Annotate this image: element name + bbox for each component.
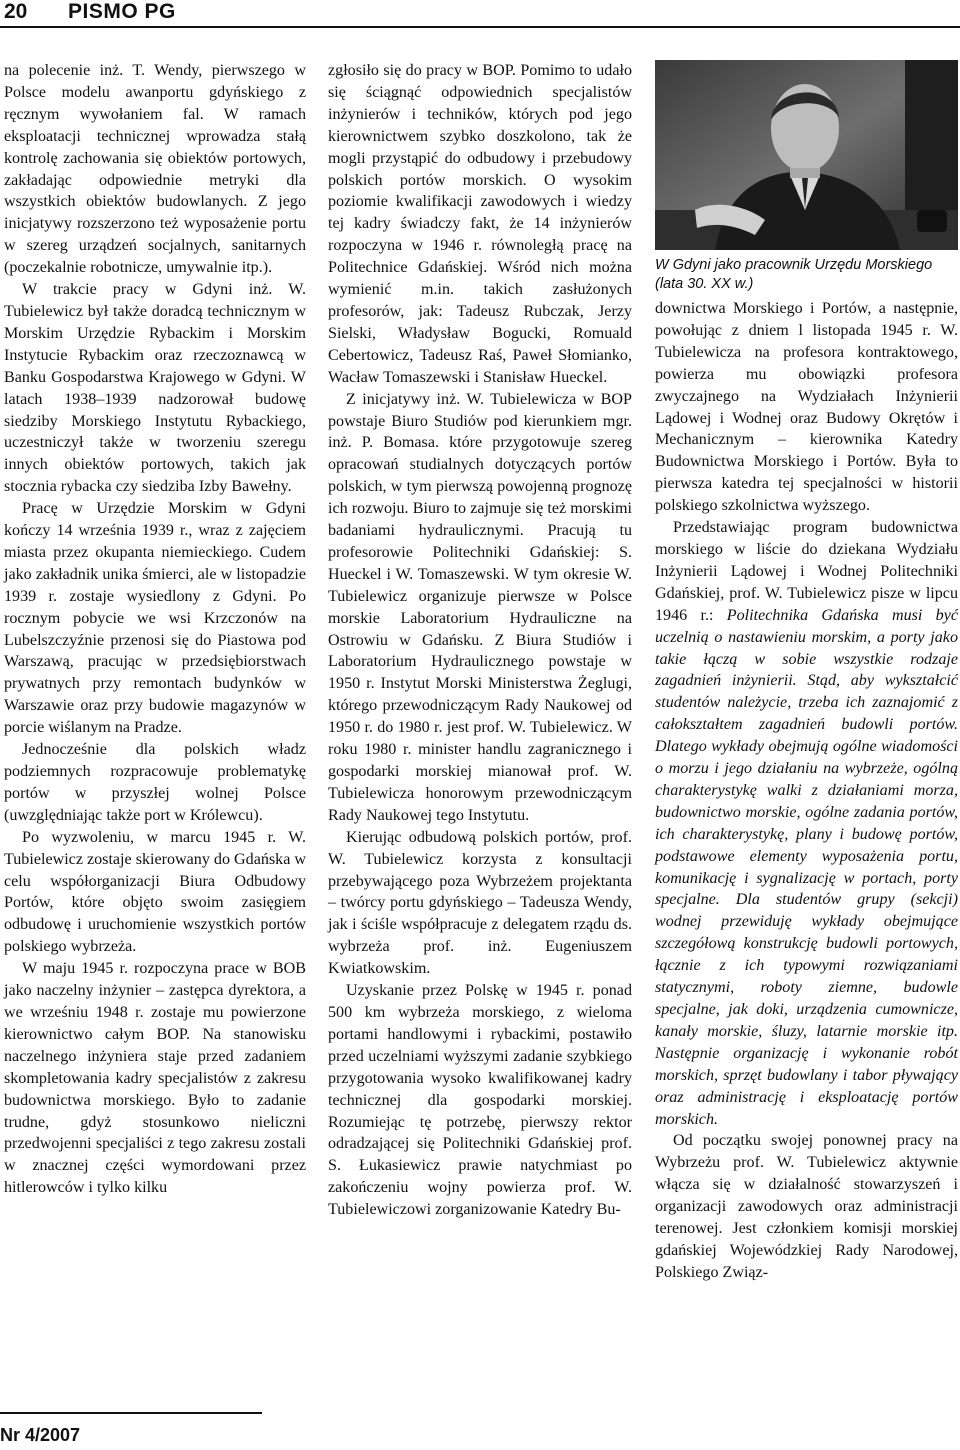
paragraph: Po wyzwoleniu, w marcu 1945 r. W. Tubielewicz zostaje skierowany do Gdańska w celu współorganizacji Biura Odbudowy Portów, które objęto swoim zasięgiem odbudowę i uruchomienie wszystkich portów polskiego wybrzeża. [4,828,306,956]
header-rule [0,26,960,28]
footer-rule [0,1412,262,1414]
paragraph: Kierując odbudową polskich portów, prof. W. Tubielewicz korzysta z konsultacji przebywającego poza Wybrzeżem projektanta – twórcy portu gdyńskiego – Tadeusza Wendy, jak i ściśle współpracuje z delegatem rządu ds. wybrzeża prof. inż. Eugeniuszem Kwiatkowskim. [328,828,632,978]
text-column-1 [4,60,306,1199]
paragraph: Jednocześnie dla polskich władz podziemnych rozpracowuje problematykę portów w przyszłej wolnej Polsce (uwzględniając także port w Królewcu). [4,741,306,824]
portrait-photo [655,60,958,250]
magazine-title: PISMO PG [68,0,176,23]
photo-caption: W Gdyni jako pracownik Urzędu Morskiego (lata 30. XX w.) [655,257,933,292]
paragraph: W maju 1945 r. rozpoczyna prace w BOB jako naczelny inżynier – zastępca dyrektora, a we wrześniu 1948 r. zostaje mu powierzone kierownictwo całym BOP. Na stanowisku naczelnego inżyniera staje przed zadaniem skompletowania kadry specjalistów z zakresu budownictwa morskiego. Było to zadanie trudne, gdyż stosunkowo nieliczni przedwojenni specjaliści z tego zakresu zostali w znacznej części wymordowani przez hitlerowców i tylko kilku [4,960,306,1197]
paragraph: downictwa Morskiego i Portów, a następnie, powołując z dniem l listopada 1945 r. W. Tubielewicza na profesora kontraktowego, powierza mu obowiązki profesora zwyczajnego na Wydziałach Inżynierii Lądowej i Wodnej oraz Budowy Okrętów i Mechanicznym – kierownika Katedry Budownictwa Morskiego i Portów. Była to pierwsza katedra tej specjalności w historii polskiego szkolnictwa wyższego. [655,300,958,515]
paragraph [655,517,958,1130]
text-column-2 [328,60,632,1221]
page-number: 20 [4,0,28,23]
text-column-3 [655,298,958,1284]
paragraph: zgłosiło się do pracy w BOP. Pomimo to udało się ściągnąć odpowiednich specjalistów inżynierów i techników, których pod jego kierownictwem szybko doszkolono, tak że mogli przystąpić do odbudowy i przebudowy polskich portów morskich. O wysokim poziomie kwalifikacji zawodowych i wiedzy tej kadry świadczy fakt, że 14 inżynierów rozpoczyna w 1946 r. równoległą pracę na Politechnice Gdańskiej. Wśród nich można wymienić m.in. takich zasłużonych profesorów, jak: Tadeusz Rubczak, Jerzy Sielski, Władysław Bogucki, Romuald Cebertowicz, Tadeusz Raś, Paweł Słomianko, Wacław Tomaszewski i Stanisław Hueckel. [328,62,632,386]
paragraph-lead: Przedstawiając program budownictwa morskiego w liście do dziekana Wydziału Inżynierii Lądowej i Wodnej Politechniki Gdańskiej, prof. W. Tubielewicz pisze w lipcu 1946 r.: [655,519,958,624]
paragraph: Uzyskanie przez Polskę w 1945 r. ponad 500 km wybrzeża morskiego, z wieloma portami handlowymi i rybackimi, postawiło przed uczelniami wyższymi zadanie szybkiego przygotowania wysoko kwalifikowanej kadry technicznej dla gospodarki morskiej. Rozumiejąc tę potrzebę, pierwszy rektor odradzającej się Politechniki Gdańskiej prof. S. Łukasiewicz prawie natychmiast po zakończeniu wojny powierza prof. W. Tubielewiczowi zorganizowanie Katedry Bu- [328,982,632,1219]
quotation: Politechnika Gdańska musi być uczelnią o nastawieniu morskim, a porty jako takie łączą w sobie wszystkie rodzaje zagadnień inżynierii. Stąd, aby wykształcić studentów należycie, trzeba ich zaznajomić z całokształtem zagadnień budowli portów. Dlatego wykłady obejmują ogólne wiadomości o morzu i jego działaniu na wybrzeże, ogólną charakterystykę walki z działaniami morza, budownictwo morskie, ogólne zadania portów, ich charakterystykę, plany i budowę portów, podstawowe elementy wyposażenia portu, komunikację i sygnalizację w portach, porty specjalne. Dla studentów grupy (sekcji) wodnej przewiduję wykłady obejmujące szczegółową konstrukcję budowli portowych, łącznie z ich typowymi rozwiązaniami statycznymi, roboty ziemne, budowle specjalne, jak doki, urządzenia cumownicze, kanały morskie, śluzy, latarnie morskie itp. Następnie organizację i wykonanie robót morskich, sprzęt budowlany i tabor pływający oraz administrację i eksploatację portów morskich. [655,606,959,1128]
paragraph: W trakcie pracy w Gdyni inż. W. Tubielewicz był także doradcą technicznym w Morskim Urzędzie Rybackim i Morskim Instytucie Rybackim oraz rzeczoznawcą w Banku Gospodarstwa Krajowego w Gdyni. W latach 1938–1939 nadzorował budowę siedziby Morskiego Instytutu Rybackiego, uczestniczył także w tworzeniu szeregu innych obiektów portowych, takich jak stocznia rybacka czy siedziba Izby Bawełny. [4,281,306,496]
issue-number: Nr 4/2007 [0,1425,81,1445]
page-header [0,0,960,30]
paragraph: na polecenie inż. T. Wendy, pierwszego w Polsce modelu awanportu gdyńskiego z ręcznym wywołaniem fal. W ramach eksploatacji technicznej wprowadza stałą kontrolę zachowania się obiektów portowych, zakładając odpowiednie metryki dla wszystkich obiektów budowlanych. Z jego inicjatywy rozszerzono też wyposażenie portu w szereg urządzeń socjalnych, sanitarnych (poczekalnie robotnicze, umywalnie itp.). [4,62,306,277]
paragraph: Z inicjatywy inż. W. Tubielewicza w BOP powstaje Biuro Studiów pod kierunkiem mgr. inż. P. Bomasa. które przygotowuje szereg opracowań studialnych dotyczących portów polskich, w tym pierwszą powojenną prognozę ich rozwoju. Biuro to zajmuje się też morskimi badaniami hydraulicznymi. Pracują tu profesorowie Politechniki Gdańskiej: S. Hueckel i W. Tomaszewski. W tym okresie W. Tubielewicz organizuje pierwsze w Polsce morskie Laboratorium Hydrauliczne na Ostrowiu w Gdańsku. Z Biura Studiów i Laboratorium Hydraulicznego powstaje w 1950 r. Instytut Morski Ministerstwa Żeglugi, którego przewodniczącym Rady Naukowej od 1950 r. do 1980 r. jest prof. W. Tubielewicz. W roku 1980 r. minister handlu zagranicznego i gospodarki morskiej mianował prof. W. Tubielewicza honorowym przewodniczącym Rady Naukowej tego Instytutu. [328,390,632,824]
paragraph: Od początku swojej ponownej pracy na Wybrzeżu prof. W. Tubielewicz aktywnie włącza się w działalność stowarzyszeń i organizacji zawodowych oraz administracji terenowej. Jest członkiem komisji morskiej gdańskiej Wojewódzkiej Rady Narodowej, Polskiego Związ- [655,1132,958,1281]
paragraph: Pracę w Urzędzie Morskim w Gdyni kończy 14 września 1939 r., wraz z zajęciem miasta przez okupanta niemieckiego. Cudem jako zakładnik unika śmierci, ale w listopadzie 1939 r. zostaje wysiedlony z Gdyni. Po rocznym pobycie we wsi Krzczonów na Lubelszczyźnie przenosi się do Piastowa pod Warszawą, pracując w przedsiębiorstwach prywatnych przy remontach budynków w Warszawie oraz przy budowie magazynów w porcie wiślanym na Pradze. [4,500,306,737]
